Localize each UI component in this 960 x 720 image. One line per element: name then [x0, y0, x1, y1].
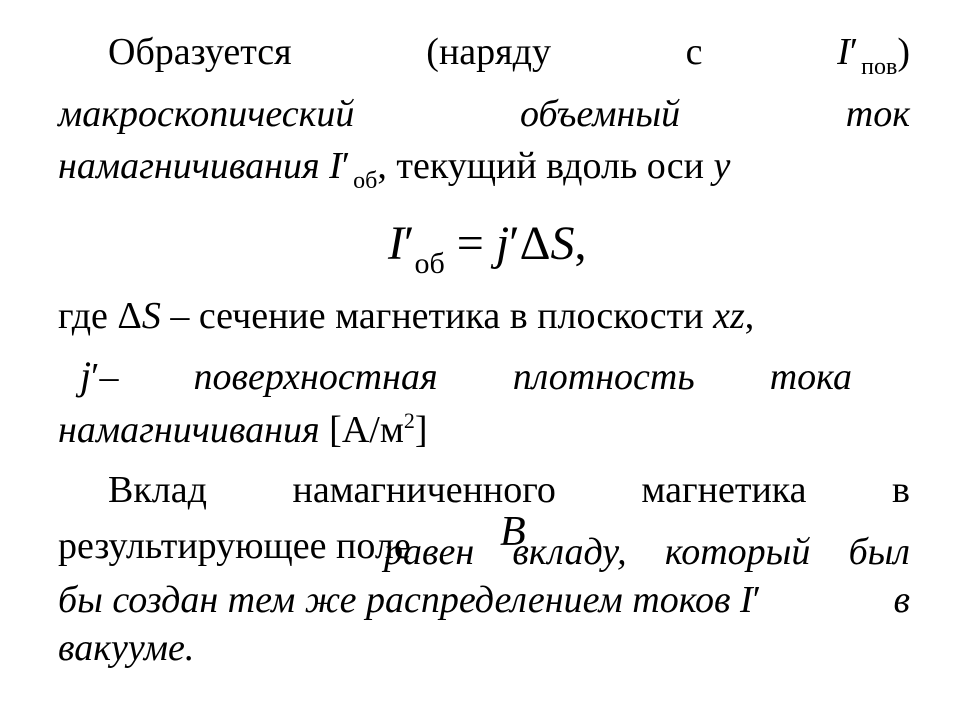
p2-line-2: [80, 352, 852, 400]
word-vakuume: вакууме.: [58, 627, 195, 669]
field-B: B: [500, 509, 526, 555]
formula-delta: Δ: [519, 217, 551, 270]
prime-mark: ′: [752, 579, 762, 621]
p1-line-1: [108, 28, 910, 80]
prime-mark: ′: [91, 356, 100, 398]
current-I-pov: [837, 28, 910, 81]
unit-superscript: 2: [403, 408, 415, 433]
formula-prime-1: ′: [403, 217, 415, 270]
symbol-j: j: [80, 353, 92, 398]
subscript-pov: пов: [861, 54, 898, 80]
symbol-I: I: [837, 31, 850, 73]
word-byl: был: [848, 531, 910, 573]
p3-line-2-italic: [384, 528, 910, 576]
word-vklad: Вклад: [108, 469, 207, 511]
word-obemnyy: объемный: [519, 93, 681, 135]
axis-y: y: [713, 145, 731, 187]
word-tok: ток: [845, 93, 910, 135]
word-raven: равен: [384, 531, 475, 573]
p3-line-1: [108, 466, 910, 514]
formula-j: j: [495, 217, 510, 270]
text-namagnichivaniya-I: намагничивания I: [58, 145, 342, 187]
formula-I: I: [388, 217, 404, 270]
formula-comma: ,: [574, 217, 587, 270]
dash: –: [99, 356, 119, 398]
text-tekushchiy: , текущий вдоль оси: [377, 145, 714, 187]
prime-mark: ′: [341, 145, 351, 187]
subscript-ob: об: [353, 168, 378, 194]
word-naryadu: (наряду: [426, 31, 551, 73]
unit-open: [А/м: [329, 409, 404, 451]
formula-I-ob: [388, 212, 587, 280]
plane-xz: xz: [713, 295, 745, 337]
close-paren: ): [897, 31, 910, 73]
text-namagnichivaniya: намагничивания: [58, 409, 330, 451]
unit-close: ]: [414, 409, 428, 451]
word-poverkhnostnaya: поверхностная: [193, 356, 438, 398]
text-gde-delta: где Δ: [58, 295, 142, 337]
word-obrazuetsya: Образуется: [108, 31, 292, 73]
p3-line-3: [58, 576, 910, 624]
p1-line-2: [58, 90, 910, 138]
formula-subscript-ob: об: [414, 247, 445, 280]
word-vkladu: вкладу,: [512, 531, 627, 573]
symbol-S: S: [141, 295, 161, 337]
text-rezultiruyushchee-pole: результирующее поле: [58, 525, 411, 567]
symbol-j-prime: [80, 352, 118, 401]
p2-line-1: [58, 292, 910, 340]
word-v-end: в: [893, 579, 910, 621]
word-plotnost: плотность: [512, 356, 695, 398]
formula-prime-2: ′: [509, 217, 520, 270]
word-toka: тока: [769, 356, 852, 398]
formula-S: S: [550, 217, 575, 270]
word-makroskopicheskiy: макроскопический: [58, 93, 355, 135]
p2-line-3: [58, 406, 910, 454]
p1-line-3: [58, 142, 910, 194]
comma: ,: [744, 295, 755, 337]
word-v: в: [892, 469, 910, 511]
formula-equals: =: [444, 217, 496, 270]
prime-mark: ′: [849, 31, 859, 73]
word-kotoryy: который: [664, 531, 811, 573]
text-distribution: бы создан тем же распределением токов I: [58, 579, 753, 621]
word-namagnichennogo: намагниченного: [292, 469, 556, 511]
word-magnetika: магнетика: [641, 469, 807, 511]
word-s: с: [685, 31, 703, 73]
text-sechenie: – сечение магнетика в плоскости: [160, 295, 714, 337]
p3-line-4: [58, 624, 910, 672]
text-by-sozdan: [58, 576, 761, 624]
